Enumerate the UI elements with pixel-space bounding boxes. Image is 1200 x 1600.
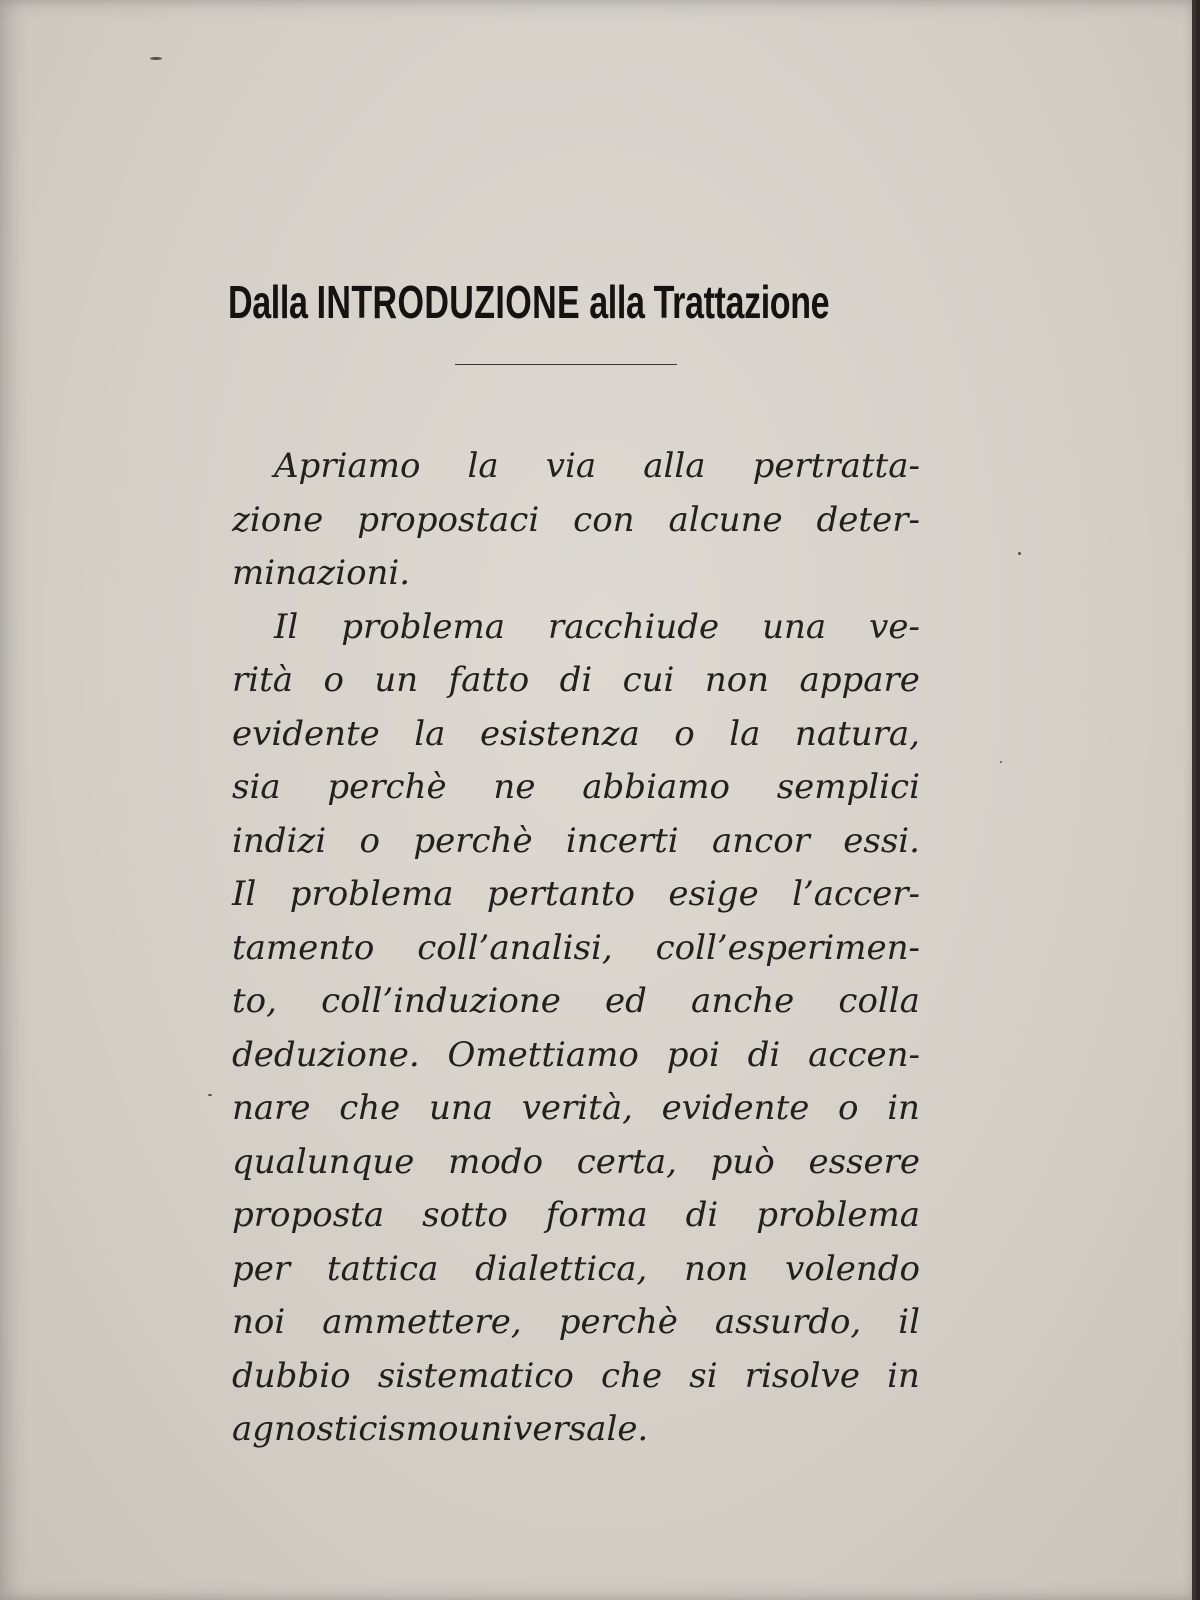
word: il: [898, 1302, 920, 1342]
word: rità: [232, 660, 294, 700]
word: fatto: [448, 660, 530, 700]
word: natura,: [794, 713, 920, 754]
word: ancor: [712, 820, 810, 861]
word: qualunque: [232, 1141, 415, 1182]
word: la: [467, 446, 499, 486]
word: ed: [605, 981, 647, 1021]
word: in: [887, 1088, 920, 1128]
paper-speck: [1018, 552, 1021, 555]
word: problema: [756, 1195, 920, 1235]
word: perchè: [327, 767, 447, 807]
word: deduzione.: [232, 1034, 420, 1075]
word: modo: [448, 1141, 544, 1182]
word: poi: [666, 1034, 720, 1075]
text-line: [232, 975, 920, 1029]
text-line: [232, 440, 920, 494]
word: perchè: [558, 1302, 678, 1342]
word: pertratta-: [752, 446, 920, 486]
title-word-dalla: Dalla: [228, 276, 308, 328]
word: la: [414, 713, 446, 754]
word: esige: [668, 874, 759, 914]
word: non: [704, 660, 770, 700]
text-line: [232, 1350, 920, 1404]
word: ammettere,: [322, 1302, 522, 1342]
word: l’accer-: [792, 874, 920, 914]
title-word-trattazione: alla Trattazione: [589, 276, 830, 328]
word: universale.: [458, 1409, 649, 1449]
title-divider: [455, 364, 677, 365]
word: la: [729, 713, 761, 754]
word: Omettiamo: [447, 1034, 639, 1075]
text-line: [232, 1136, 920, 1190]
word: una: [428, 1088, 494, 1128]
text-line: [232, 1189, 920, 1243]
word: alcune: [668, 499, 783, 540]
word: Il: [274, 606, 299, 647]
paper-speck: [150, 57, 162, 60]
title-word-introduzione: INTRODUZIONE: [316, 276, 581, 328]
word: racchiude: [547, 606, 720, 647]
word: assurdo,: [714, 1302, 862, 1342]
word: zione: [232, 499, 324, 540]
word: Apriamo: [274, 446, 421, 486]
word: proposta: [232, 1195, 385, 1235]
word: appare: [799, 660, 920, 700]
word: tamento: [232, 927, 375, 968]
word: di: [747, 1034, 781, 1075]
paper-speck: [1000, 761, 1002, 763]
word: essi.: [843, 820, 920, 861]
word: ve-: [869, 606, 920, 647]
word: ne: [493, 767, 536, 807]
text-line: [232, 1296, 920, 1350]
text-line: [232, 708, 920, 762]
word: propostaci: [357, 499, 540, 540]
word: Il: [232, 874, 257, 914]
text-line: [232, 547, 920, 601]
word: sia: [232, 767, 281, 807]
text-line: [232, 1029, 920, 1083]
word: esistenza: [479, 713, 640, 754]
word: che: [601, 1355, 663, 1396]
paper-speck: [208, 1094, 212, 1096]
word: o: [359, 820, 381, 861]
word: dialettica,: [475, 1248, 648, 1289]
word: o: [674, 713, 695, 754]
word: problema: [341, 606, 506, 647]
text-line: [232, 761, 920, 815]
word: colla: [838, 981, 920, 1021]
paragraph-2: [232, 601, 920, 1457]
text-line: [232, 601, 920, 655]
body-text: [232, 440, 920, 1457]
text-line: [232, 1243, 920, 1297]
word: con: [573, 499, 635, 540]
word: deter-: [816, 499, 920, 540]
word: coll’esperimen-: [655, 927, 920, 968]
text-line: [232, 494, 920, 548]
text-line: [232, 1403, 920, 1457]
word: minazioni.: [232, 553, 411, 593]
word: nare: [232, 1088, 311, 1128]
word: anche: [691, 981, 795, 1021]
text-line: [232, 868, 920, 922]
text-line: [232, 1082, 920, 1136]
word: si: [689, 1355, 718, 1396]
text-line: [232, 922, 920, 976]
word: pertanto: [486, 874, 635, 914]
word: essere: [808, 1141, 920, 1182]
word: dubbio: [232, 1355, 351, 1396]
word: di: [559, 660, 593, 700]
word: noi: [232, 1302, 286, 1342]
page-edge: [1192, 0, 1196, 1600]
word: sotto: [422, 1195, 508, 1235]
word: volendo: [785, 1248, 920, 1289]
word: evidente: [661, 1088, 810, 1128]
word: può: [710, 1141, 775, 1182]
word: che: [339, 1088, 401, 1128]
word: di: [685, 1195, 719, 1235]
word: verità,: [521, 1088, 633, 1128]
word: sistematico: [377, 1355, 574, 1396]
word: accen-: [808, 1034, 920, 1075]
word: tattica: [326, 1248, 439, 1289]
word: evidente: [232, 713, 380, 754]
word: indizi: [232, 820, 327, 861]
word: perchè: [413, 820, 533, 861]
word: non: [684, 1248, 749, 1289]
text-line: [232, 815, 920, 869]
word: o: [838, 1088, 859, 1128]
word: coll’induzione: [321, 981, 561, 1021]
word: per: [232, 1248, 291, 1289]
page-title: [228, 272, 830, 332]
word: incerti: [565, 820, 679, 861]
word: certa,: [576, 1141, 677, 1182]
text-line: [232, 654, 920, 708]
word: o: [323, 660, 344, 700]
word: in: [887, 1355, 920, 1396]
word: una: [762, 606, 827, 647]
word: agnosticismo: [232, 1409, 459, 1449]
word: forma: [545, 1195, 648, 1235]
word: to,: [232, 981, 277, 1021]
word: un: [374, 660, 419, 700]
paragraph-1: [232, 440, 920, 601]
word: alla: [643, 446, 706, 486]
word: semplici: [776, 767, 920, 807]
word: problema: [289, 874, 454, 914]
word: coll’analisi,: [417, 927, 613, 968]
word: cui: [622, 660, 675, 700]
word: via: [545, 446, 597, 486]
word: risolve: [744, 1355, 860, 1396]
word: abbiamo: [582, 767, 730, 807]
